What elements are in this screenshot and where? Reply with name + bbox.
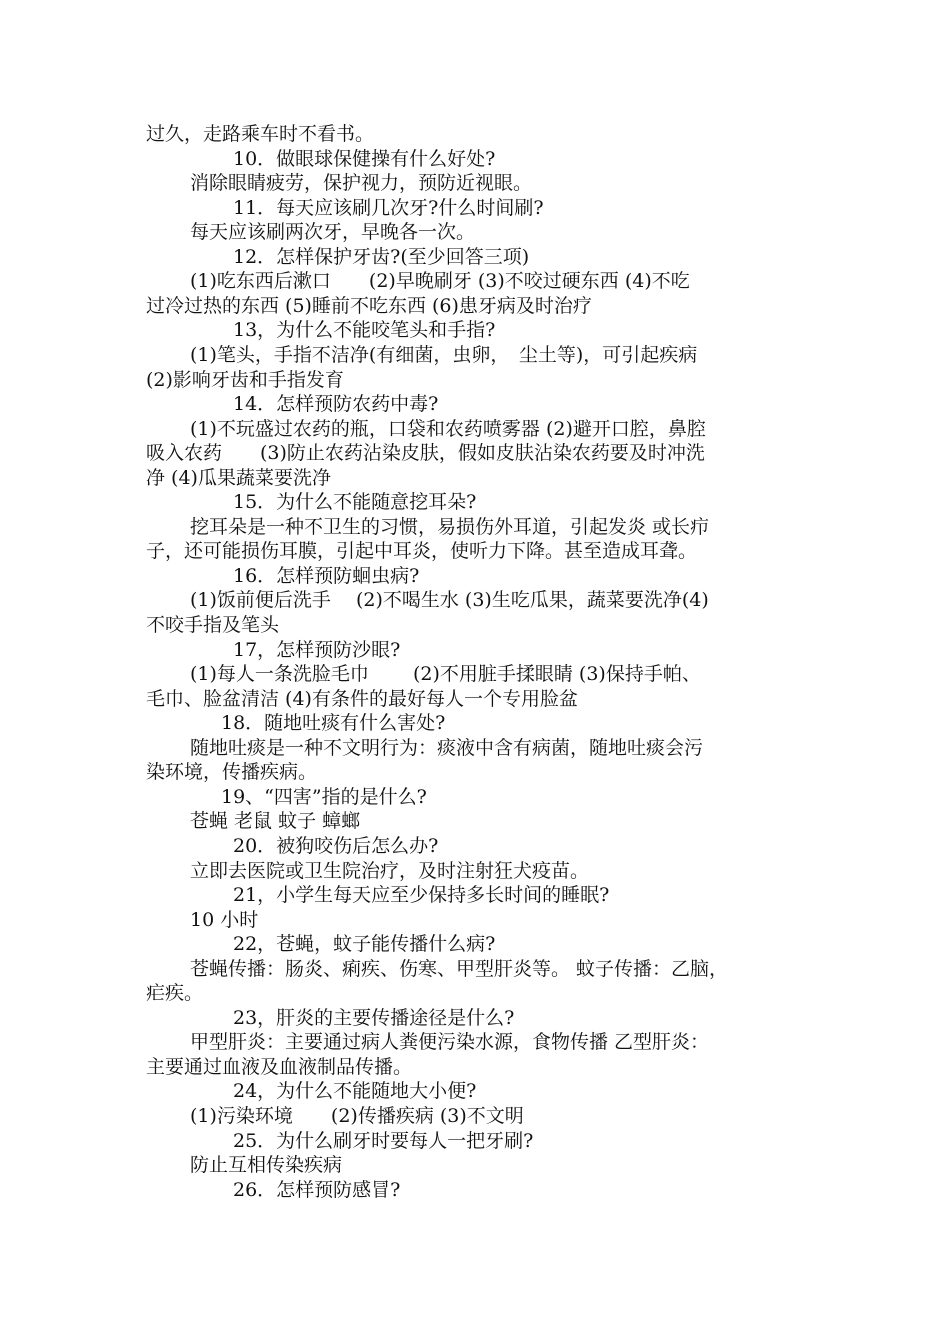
question-line: 15．为什么不能随意挖耳朵? [233, 491, 477, 513]
question-line: 25．为什么刷牙时要每人一把牙刷? [233, 1130, 534, 1152]
answer-line: 主要通过血液及血液制品传播。 [146, 1056, 413, 1078]
answer-line: 净 (4)瓜果蔬菜要洗净 [146, 467, 331, 489]
answer-line: 苍蝇 老鼠 蚊子 蟑螂 [190, 810, 361, 832]
answer-line: (2)影响牙齿和手指发育 [146, 369, 344, 391]
question-line: 18．随地吐痰有什么害处? [221, 712, 446, 734]
answer-line: (1)不玩盛过农药的瓶，口袋和农药喷雾器 (2)避开口腔，鼻腔 [190, 418, 706, 440]
question-line: 20．被狗咬伤后怎么办? [233, 835, 439, 857]
answer-line: 不咬手指及笔头 [146, 614, 280, 636]
question-line: 23，肝炎的主要传播途径是什么? [233, 1007, 515, 1029]
answer-line: (1)饭前便后洗手 (2)不喝生水 (3)生吃瓜果，蔬菜要洗净(4) [190, 589, 709, 611]
answer-line: 过冷过热的东西 (5)睡前不吃东西 (6)患牙病及时治疗 [146, 295, 592, 317]
question-line: 21，小学生每天应至少保持多长时间的睡眠? [233, 884, 610, 906]
question-line: 22，苍蝇，蚊子能传播什么病? [233, 933, 496, 955]
question-line: 24，为什么不能随地大小便? [233, 1080, 477, 1102]
question-line: 11．每天应该刷几次牙?什么时间刷? [233, 197, 544, 219]
answer-line: 消除眼睛疲劳，保护视力，预防近视眼。 [190, 172, 533, 194]
answer-line: 10 小时 [190, 909, 259, 931]
question-line: 10．做眼球保健操有什么好处? [233, 148, 496, 170]
answer-line: 立即去医院或卫生院治疗，及时注射狂犬疫苗。 [190, 860, 590, 882]
answer-line: 挖耳朵是一种不卫生的习惯，易损伤外耳道，引起发炎 或长疖 [190, 516, 710, 538]
question-line: 19、“四害”指的是什么? [221, 786, 427, 808]
answer-line: 防止互相传染疾病 [190, 1154, 343, 1176]
question-line: 12．怎样保护牙齿?(至少回答三项) [233, 246, 530, 268]
answer-line: 染环境，传播疾病。 [146, 761, 318, 783]
answer-line: 吸入农药 (3)防止农药沾染皮肤，假如皮肤沾染农药要及时冲洗 [146, 442, 705, 464]
answer-line: (1)笔头，手指不洁净(有细菌，虫卵， 尘土等)，可引起疾病 [190, 344, 698, 366]
answer-line: 甲型肝炎：主要通过病人粪便污染水源，食物传播 乙型肝炎： [190, 1031, 710, 1053]
answer-line: 随地吐痰是一种不文明行为：痰液中含有病菌，随地吐痰会污 [190, 737, 704, 759]
answer-line: (1)污染环境 (2)传播疾病 (3)不文明 [190, 1105, 524, 1127]
question-line: 26．怎样预防感冒? [233, 1179, 401, 1201]
answer-line: (1)每人一条洗脸毛巾 (2)不用脏手揉眼睛 (3)保持手帕、 [190, 663, 701, 685]
question-line: 14．怎样预防农药中毒? [233, 393, 439, 415]
answer-line: (1)吃东西后漱口 (2)早晚刷牙 (3)不咬过硬东西 (4)不吃 [190, 270, 690, 292]
answer-line: 疟疾。 [146, 982, 204, 1004]
answer-line: 过久，走路乘车时不看书。 [146, 123, 375, 145]
answer-line: 每天应该刷两次牙，早晚各一次。 [190, 221, 476, 243]
question-line: 16．怎样预防蛔虫病? [233, 565, 420, 587]
answer-line: 苍蝇传播：肠炎、痢疾、伤寒、甲型肝炎等。 蚊子传播：乙脑， [190, 958, 729, 980]
question-line: 13，为什么不能咬笔头和手指? [233, 319, 496, 341]
question-line: 17，怎样预防沙眼? [233, 639, 401, 661]
answer-line: 毛巾、脸盆清洁 (4)有条件的最好每人一个专用脸盆 [146, 688, 578, 710]
answer-line: 子，还可能损伤耳膜，引起中耳炎，使听力下降。甚至造成耳聋。 [146, 540, 698, 562]
